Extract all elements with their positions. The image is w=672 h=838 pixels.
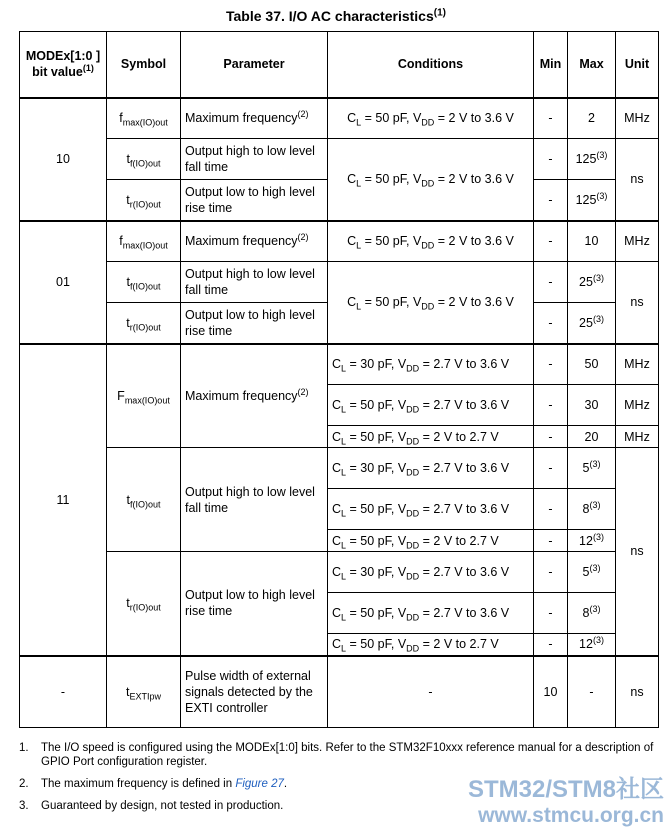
table-row <box>20 262 659 303</box>
header-parameter: Parameter <box>181 32 328 98</box>
header-row <box>20 32 659 98</box>
min-cell: - <box>534 98 568 139</box>
max-cell: 8$^{(3)}$ <box>568 489 616 530</box>
symbol-cell: $f_{max(IO)out}$ <box>107 221 181 262</box>
conditions-cell: $C_L = 50$ pF, $V_{DD} = 2$ V to 2.7 V <box>328 426 534 448</box>
symbol-cell: $t_{EXTIpw}$ <box>107 656 181 728</box>
parameter-cell: Maximum frequency$^{(2)}$ <box>181 344 328 448</box>
unit-cell: ns <box>616 139 659 221</box>
conditions-cell: $C_L = 50$ pF, $V_{DD} = 2$ V to 3.6 V <box>328 98 534 139</box>
unit-cell: MHz <box>616 221 659 262</box>
symbol-cell: $f_{max(IO)out}$ <box>107 98 181 139</box>
parameter-cell: Output low to high level rise time <box>181 552 328 656</box>
min-cell: - <box>534 303 568 344</box>
unit-cell: MHz <box>616 426 659 448</box>
min-cell: - <box>534 489 568 530</box>
parameter-cell: Output high to low level fall time <box>181 139 328 180</box>
table-row <box>20 448 659 489</box>
unit-cell: ns <box>616 656 659 728</box>
watermark: STM32/STM8社区 www.stmcu.org.cn <box>467 776 664 827</box>
max-cell: - <box>568 656 616 728</box>
table-row <box>20 98 659 139</box>
max-cell: 12$^{(3)}$ <box>568 634 616 656</box>
header-max: Max <box>568 32 616 98</box>
table-row <box>20 139 659 180</box>
min-cell: - <box>534 385 568 426</box>
min-cell: 10 <box>534 656 568 728</box>
symbol-cell: $t_{r(IO)out}$ <box>107 552 181 656</box>
max-cell: 10 <box>568 221 616 262</box>
max-cell: 12$^{(3)}$ <box>568 530 616 552</box>
max-cell: 2 <box>568 98 616 139</box>
symbol-cell: $t_{f(IO)out}$ <box>107 448 181 552</box>
min-cell: - <box>534 221 568 262</box>
header-symbol: Symbol <box>107 32 181 98</box>
parameter-cell: Output high to low level fall time <box>181 262 328 303</box>
min-cell: - <box>534 180 568 221</box>
min-cell: - <box>534 448 568 489</box>
symbol-cell: $t_{r(IO)out}$ <box>107 180 181 221</box>
min-cell: - <box>534 552 568 593</box>
conditions-cell: $C_L = 50$ pF, $V_{DD} = 2$ V to 2.7 V <box>328 634 534 656</box>
symbol-cell: $t_{f(IO)out}$ <box>107 262 181 303</box>
max-cell: 125$^{(3)}$ <box>568 180 616 221</box>
parameter-cell: Pulse width of external signals detected by the EXTI controller <box>181 656 328 728</box>
header-conditions: Conditions <box>328 32 534 98</box>
figure-27-link[interactable]: Figure 27 <box>235 778 284 790</box>
unit-cell: MHz <box>616 385 659 426</box>
mode-cell: - <box>20 656 107 728</box>
header-min: Min <box>534 32 568 98</box>
mode-cell: 01 <box>20 221 107 344</box>
table-row <box>20 344 659 385</box>
min-cell: - <box>534 262 568 303</box>
max-cell: 5$^{(3)}$ <box>568 448 616 489</box>
min-cell: - <box>534 139 568 180</box>
parameter-cell: Output low to high level rise time <box>181 180 328 221</box>
conditions-cell: $C_L = 50$ pF, $V_{DD} = 2.7$ V to 3.6 V <box>328 489 534 530</box>
min-cell: - <box>534 344 568 385</box>
parameter-cell: Output low to high level rise time <box>181 303 328 344</box>
header-unit: Unit <box>616 32 659 98</box>
table-row <box>20 552 659 593</box>
conditions-cell: $C_L = 50$ pF, $V_{DD} = 2$ V to 3.6 V <box>328 221 534 262</box>
max-cell: 30 <box>568 385 616 426</box>
conditions-cell: $C_L = 50$ pF, $V_{DD} = 2.7$ V to 3.6 V <box>328 385 534 426</box>
conditions-cell: $C_L = 30$ pF, $V_{DD} = 2.7$ V to 3.6 V <box>328 344 534 385</box>
max-cell: 25$^{(3)}$ <box>568 303 616 344</box>
footnote-2: 2. The maximum frequency is defined in Figure 27. <box>19 778 288 790</box>
max-cell: 20 <box>568 426 616 448</box>
max-cell: 8$^{(3)}$ <box>568 593 616 634</box>
table-row <box>20 221 659 262</box>
min-cell: - <box>534 426 568 448</box>
max-cell: 50 <box>568 344 616 385</box>
conditions-cell: $C_L = 30$ pF, $V_{DD} = 2.7$ V to 3.6 V <box>328 448 534 489</box>
conditions-cell: $C_L = 50$ pF, $V_{DD} = 2$ V to 3.6 V <box>328 262 534 344</box>
conditions-cell: - <box>328 656 534 728</box>
min-cell: - <box>534 634 568 656</box>
unit-cell: MHz <box>616 98 659 139</box>
symbol-cell: $F_{max(IO)out}$ <box>107 344 181 448</box>
table-row <box>20 656 659 728</box>
conditions-cell: $C_L = 30$ pF, $V_{DD} = 2.7$ V to 3.6 V <box>328 552 534 593</box>
parameter-cell: Output high to low level fall time <box>181 448 328 552</box>
unit-cell: MHz <box>616 344 659 385</box>
table-title: Table 37. I/O AC characteristics$^{(1)}$ <box>226 7 446 24</box>
footnote-3: 3. Guaranteed by design, not tested in production. <box>19 800 284 812</box>
mode-cell: 11 <box>20 344 107 656</box>
min-cell: - <box>534 530 568 552</box>
unit-cell: ns <box>616 448 659 656</box>
symbol-cell: $t_{f(IO)out}$ <box>107 139 181 180</box>
parameter-cell: Maximum frequency$^{(2)}$ <box>181 98 328 139</box>
max-cell: 125$^{(3)}$ <box>568 139 616 180</box>
io-ac-characteristics-table <box>19 31 659 728</box>
conditions-cell: $C_L = 50$ pF, $V_{DD} = 2.7$ V to 3.6 V <box>328 593 534 634</box>
header-mode: MODEx[1:0 ] bit value$^{(1)}$ <box>20 32 107 98</box>
parameter-cell: Maximum frequency$^{(2)}$ <box>181 221 328 262</box>
footnote-1: 1. The I/O speed is configured using the MODEx[1:0] bits. Refer to the STM32F10xxx reference manual for a description of GPIO Port configuration register. <box>19 742 654 768</box>
mode-cell: 10 <box>20 98 107 221</box>
max-cell: 25$^{(3)}$ <box>568 262 616 303</box>
min-cell: - <box>534 593 568 634</box>
conditions-cell: $C_L = 50$ pF, $V_{DD} = 2$ V to 2.7 V <box>328 530 534 552</box>
conditions-cell: $C_L = 50$ pF, $V_{DD} = 2$ V to 3.6 V <box>328 139 534 221</box>
symbol-cell: $t_{r(IO)out}$ <box>107 303 181 344</box>
unit-cell: ns <box>616 262 659 344</box>
max-cell: 5$^{(3)}$ <box>568 552 616 593</box>
